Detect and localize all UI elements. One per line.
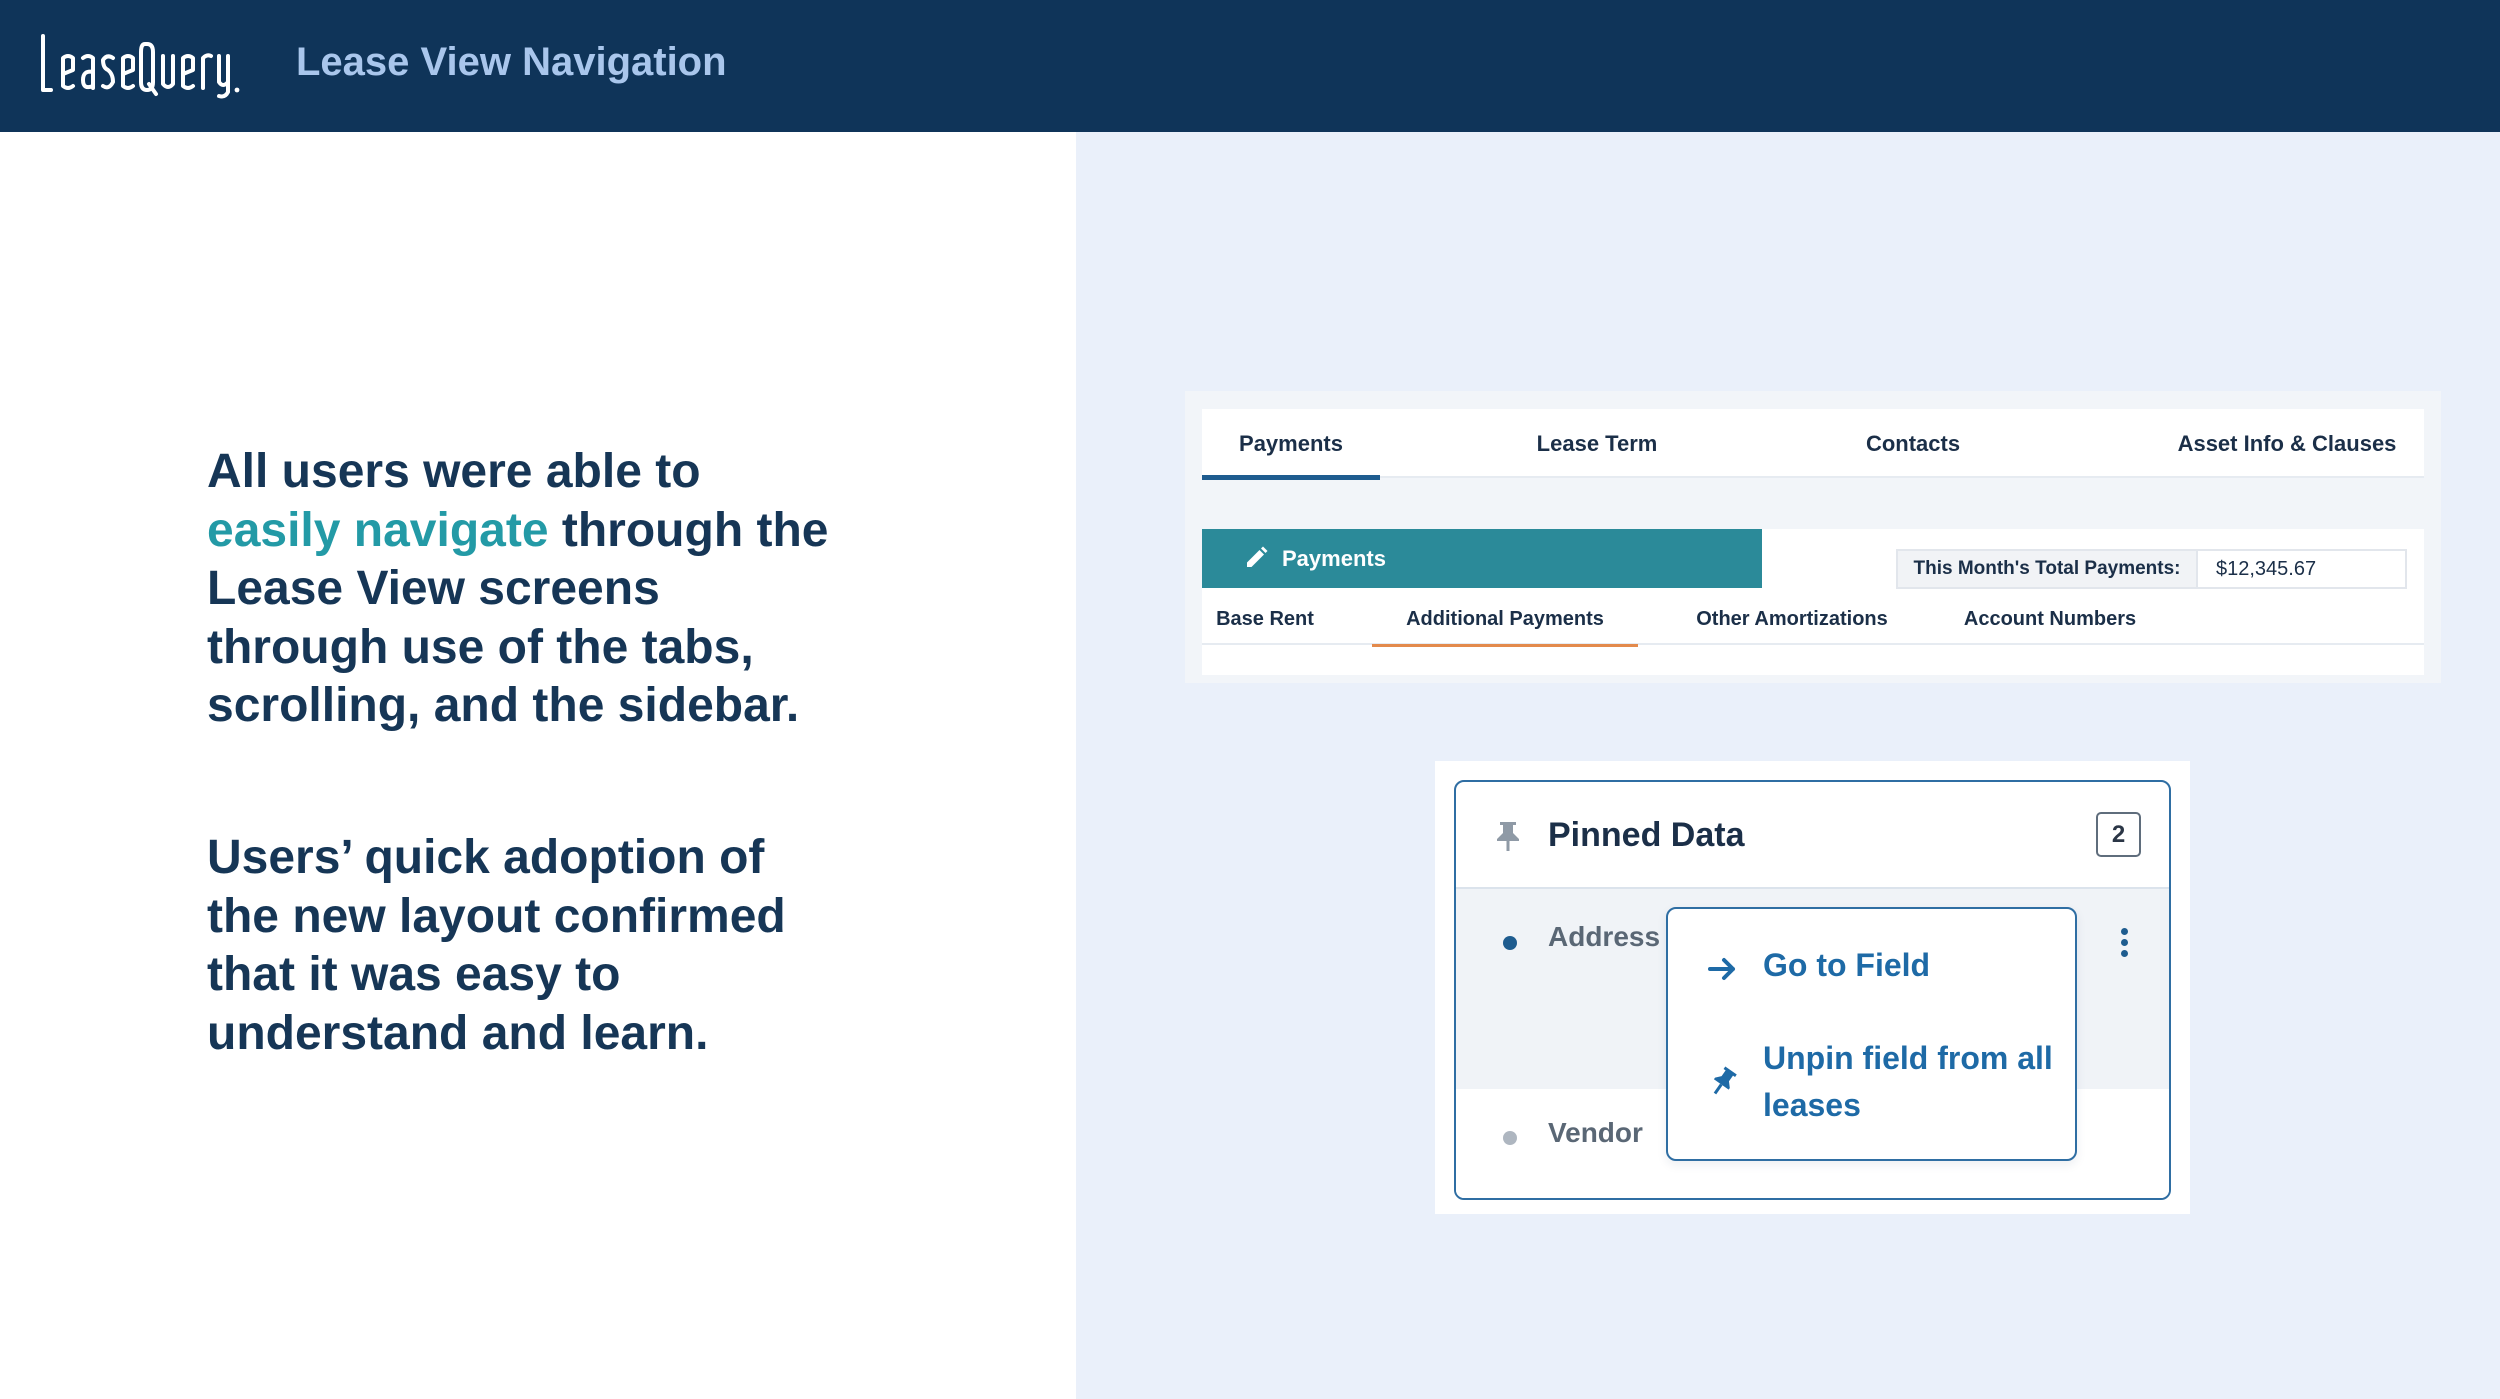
- subtab-account-numbers[interactable]: Account Numbers: [1963, 608, 2137, 630]
- pinned-data-header: [1456, 782, 2169, 889]
- total-payments-value: $12,345.67: [2216, 558, 2317, 580]
- payments-subtabs: [1202, 599, 2424, 645]
- tab-contacts[interactable]: Contacts: [1865, 431, 1961, 456]
- payments-section-title: Payments: [1282, 546, 1386, 571]
- total-payments-field: [1896, 549, 2407, 589]
- top-bar: [0, 0, 2500, 132]
- finding-paragraph-adoption: Users’ quick adoption of the new layout confirmed that it was easy to understand and learn.: [207, 831, 786, 1060]
- finding-highlight: easily navigate: [207, 503, 549, 557]
- pinned-row-label: Address: [1548, 921, 1661, 952]
- subtab-other-amortizations[interactable]: Other Amortizations: [1696, 608, 1888, 630]
- bullet-dot: [1503, 936, 1517, 950]
- pinned-row-label: Vendor: [1548, 1117, 1643, 1148]
- menu-item-go-to-field[interactable]: [1668, 939, 2075, 999]
- page-title: Lease View Navigation: [296, 40, 727, 84]
- pin-icon: [1706, 1065, 1740, 1099]
- finding-text-part1: All users were able to: [207, 445, 701, 498]
- finding-text-part2: through the Lease View screens through use of the tabs, scrolling, and the sidebar.: [207, 503, 829, 732]
- total-payments-label: This Month's Total Payments:: [1898, 551, 2198, 587]
- pinned-data-title: Pinned Data: [1548, 816, 1745, 854]
- payments-section: [1202, 529, 2424, 675]
- arrow-right-icon: [1706, 952, 1740, 986]
- subtab-additional-payments[interactable]: Additional Payments: [1372, 599, 1638, 645]
- menu-item-unpin-field[interactable]: [1668, 1035, 2075, 1135]
- tab-lease-term[interactable]: Lease Term: [1536, 431, 1658, 456]
- subtab-base-rent[interactable]: Base Rent: [1216, 608, 1314, 630]
- bullet-dot: [1503, 1131, 1517, 1145]
- tab-payments[interactable]: Payments: [1202, 409, 1380, 478]
- finding-paragraph-navigation: [207, 443, 847, 736]
- leasequery-logo[interactable]: [37, 30, 245, 100]
- more-options-icon[interactable]: [2119, 928, 2129, 958]
- pinned-count-badge: 2: [2096, 812, 2141, 857]
- left-panel: [0, 132, 1076, 1399]
- payments-section-header[interactable]: [1202, 529, 1762, 588]
- tab-asset-info-clauses[interactable]: Asset Info & Clauses: [2177, 431, 2397, 456]
- menu-item-label: Go to Field: [1763, 947, 1931, 983]
- menu-item-label: Unpin field from all leases: [1763, 1040, 2053, 1123]
- pin-icon: [1494, 820, 1522, 852]
- tabs-mockup-card: [1185, 391, 2441, 683]
- lease-view-tabs: [1202, 409, 2424, 478]
- pencil-icon: [1244, 546, 1268, 570]
- pinned-row-context-menu: [1666, 907, 2077, 1161]
